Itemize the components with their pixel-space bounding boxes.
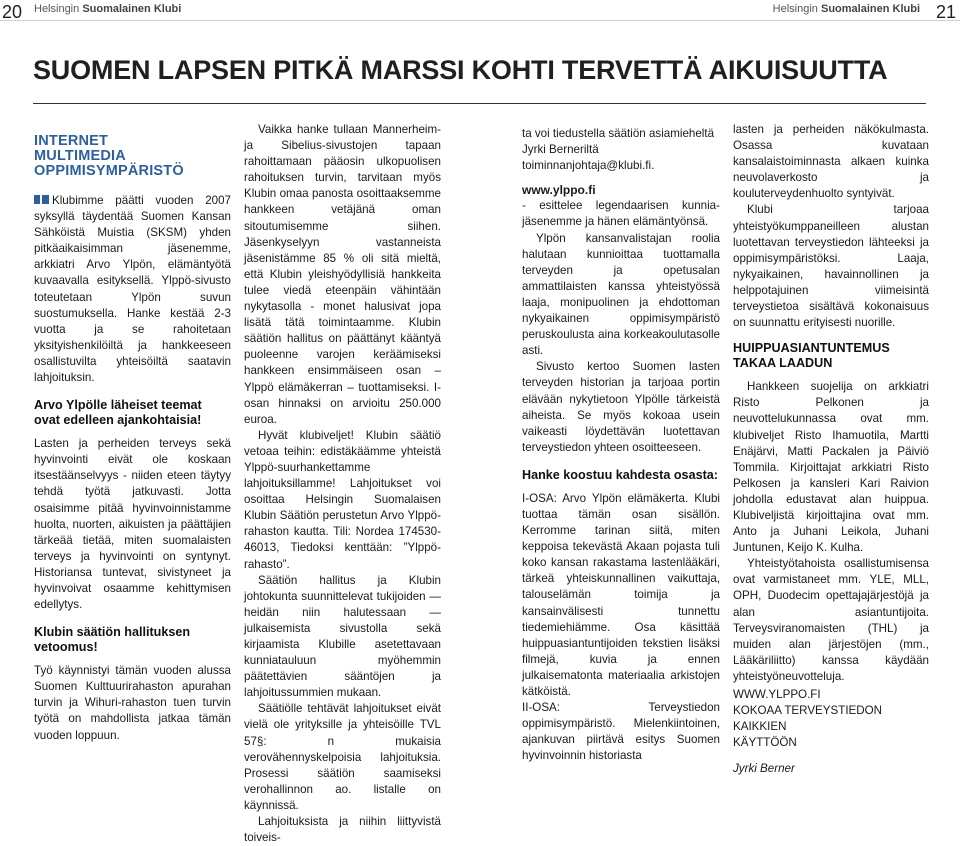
page-number-left: 20 <box>2 2 23 22</box>
paragraph: lasten ja perheiden näkökulmasta. Osassa kuvataan kansalaistoiminnasta alkaen kuinka neuvolaverkosto ja kouluterveydenhuolto syntyivät. <box>733 123 929 201</box>
column-1 <box>34 133 231 742</box>
paragraph: Yhteistyötahoista osallistumisensa ovat varmistaneet mm. YLE, MLL, OPH, Duodecim opettajajärjestöjä ja alan asiantuntijoita. Terveysviranomaisten (THL) ja muiden alan järjestöjen (mm., Lääkäriliitto) kanssa käydään yhteistyöneuvotteluja. <box>733 557 929 683</box>
running-header-right-bold: Suomalainen Klubi <box>820 3 920 15</box>
paragraph <box>34 193 231 386</box>
section-title-line: OPPIMISYMPÄRISTÖ <box>34 163 184 179</box>
subheading-line: TAKAA LAADUN <box>733 356 833 371</box>
paragraph: Vaikka hanke tullaan Mannerheim- ja Sibelius-sivustojen tapaan rahoittamaan pääosin ulkopuolisen rahoituksen turvin, tarvitaan myös Klubin omaa panosta osoittaaksemme hankkeen vetäjänä oman sitoutumisemme siihen. Jäsenkyselyyn vastanneista jäsenistämme 85 % oli sitä mieltä, että Klubin yleishyödyllisiä hankkeita tulee viedä eteenpäin vähintään nykytasolla - monet halusivat jopa lisätä tätä toimintaamme. Klubin säätiön hallitus on päättänyt kääntyä puoleenne varojen keräämiseksi hankkeen ensimmäiseen osan – Ylppö elämäkerran – tuottamiseksi. I-osan hinnaksi on arvioitu 250.000 euroa. <box>244 123 441 426</box>
column-2 <box>244 122 441 845</box>
paragraph: Hyvät klubiveljet! Klubin säätiö vetoaa teihin: edistäkäämme yhteistä Ylppö-suurhankettamme lahjoituksillamme! Lahjoitukset voi osoittaa Helsingin Suomalaisen Klubin Säätiön perustetun Arvo Ylppö-rahaston kautta. Tili: Nordea 174530-46013, Tiedoksi kenttään: ”Ylppö-rahasto”. <box>244 428 441 571</box>
running-header-right-light: Helsingin <box>772 3 821 15</box>
paragraph: Hankkeen suojelija on arkkiatri Risto Pelkonen ja neuvottelukunnassa ovat mm. klubiveljet Risto Ihamuotila, Martti Enäjärvi, Matti Packalen ja Päiviö Tommila. Kirjoittajat arkkiatri Risto Pelkosen ja kansleri Kari Raivion johdolla edustavat alan huippua. Klubiveljistä kirjoittajina ovat mm. Anto ja Juhani Leikola, Juhani Juntunen, Keijo K. Kulha. <box>733 380 929 555</box>
running-header-left-bold: Suomalainen Klubi <box>82 3 182 15</box>
subheading: Hanke koostuu kahdesta osasta: <box>522 467 718 482</box>
paragraph: Työ käynnistyi tämän vuoden alussa Suomen Kulttuurirahaston apurahan turvin ja Wihuri-rahaston tuen turvin työtä on mahdollista jatkaa tämän vuoden loppuun. <box>34 664 231 742</box>
section-title-line: INTERNET <box>34 133 109 149</box>
column-4 <box>733 122 929 776</box>
square-bullet-icon <box>34 195 49 204</box>
subheading-line: HUIPPUASIANTUNTEMUS <box>733 341 890 356</box>
column-3 <box>522 126 720 763</box>
paragraph-text: Klubimme päätti vuoden 2007 syksyllä täydentää Suomen Kansan Sähköistä Muistia (SKSM) yhden pitkäaikaisimman jäsenemme, arkkiatri Arvo Ylpön, elämäntyötä kuvaavalla esityksellä. Ylppö-sivusto toteutetaan Ylpön suvun suostumuksella. Hanke kestää 2-3 vuotta ja se rahoitetaan yksityishenkilöiltä ja hankkeeseen osallistuvilta yhteisöiltä saatavin lahjoituksin. <box>34 194 231 385</box>
paragraph: Sivusto kertoo Suomen lasten terveyden historian ja tarjoaa portin elävään nykytietoon Ylpölle tärkeistä aiheista. Se myös kokoaa usein vaikeasti löydettävän luotettavan terveystiedon yhteen osoitteeseen. <box>522 360 720 454</box>
website-link[interactable]: WWW.YLPPO.FI <box>733 688 821 701</box>
author-signature: Jyrki Berner <box>733 762 795 776</box>
subheading: Arvo Ylpölle läheiset teemat ovat edelleen ajankohtaisia! <box>34 398 202 428</box>
paragraph: ta voi tiedustella säätiön asiamieheltä Jyrki Berneriltä toiminnanjohtaja@klubi.fi. <box>522 127 715 173</box>
paragraph: I-OSA: Arvo Ylpön elämäkerta. Klubi tuottaa tämän osan sisällön. Kerromme tarinan siitä, miten keppoisa tekevästä Akaan pojasta tuli koko kansan rakastama lastenlääkäri, tärkeä yhteiskunnallinen vaikuttaja, talouselämän toimija ja kansainvälisesti tunnettu tiedemiehiämme. Osa käsittää huippuasiantuntijoiden tekstien lisäksi filmejä, kuvia ja ennen julkaisematonta materiaalia arkistojen kätköistä. <box>522 491 720 698</box>
running-header-right <box>773 3 920 15</box>
section-title-line: MULTIMEDIA <box>34 148 126 164</box>
org-tagline-line: KÄYTTÖÖN <box>733 736 797 750</box>
paragraph: Säätiölle tehtävät lahjoitukset eivät vielä ole yrityksille ja yhteisöille TVL 57§: n mukaisia verovähennyskelpoisia lahjoituksia. Prosessi säätiön saamiseksi verohallinnon ao. listalle on käynnissä. <box>244 702 441 812</box>
paragraph: Säätiön hallitus ja Klubin johtokunta suunnittelevat tukijoiden — heidän niin halutessaan — julkaisemista sivustolla sekä kirjaamista Klubille asetettavaan kunniatauluun myöhemmin päätettävien sääntöjen ja lahjoitussummien mukaan. <box>244 573 441 700</box>
subheading-quality <box>733 341 929 371</box>
website-link[interactable]: www.ylppo.fi <box>522 183 596 198</box>
page-number-right: 21 <box>935 2 956 22</box>
paragraph: Klubi tarjoaa yhteistyökumppaneilleen alustan luotettavan terveystiedon lähteeksi ja oppimisympäristöksi. Laaja, nykyaikainen, havainnollinen ja helppotajuinen viimeisintä terveystietoa sisältävä kokonaisuus on suunnattu erityisesti nuorille. <box>733 203 929 330</box>
headline-rule <box>33 103 926 104</box>
running-header-left-light: Helsingin <box>34 3 83 15</box>
running-header-left <box>34 3 181 15</box>
subheading: Klubin säätiön hallituksen vetoomus! <box>34 625 191 655</box>
paragraph: Ylpön kansanvalistajan roolia halutaan kunnioittaa tuottamalla terveyden ja opetusalan ammattilaisten kanssa yhteistyössä laaja, monipuolinen ja ehdottoman nykyaikainen oppimisympäristö peruskoulusta aina korkeakoulutasolle asti. <box>522 231 720 358</box>
paragraph: - esittelee legendaarisen kunnia-jäsenemme ja hänen elämäntyönsä. <box>522 199 720 229</box>
org-tagline-line: KOKOAA TERVEYSTIEDON KAIKKIEN <box>733 704 883 734</box>
header-divider <box>0 20 960 21</box>
paragraph: Lasten ja perheiden terveys sekä hyvinvointi eivät ole koskaan itsestäänselvyys - niiden eteen täytyy tehdä työtä jatkuvasti. Jotta osaisimme pitää hyvinvoinnistamme huolta, nuorten, aikuisten ja päättäjien tärkeää tietää, miten suomalaisten terveys ja hyvinvointi on syntynyt. Historiansa tuntevat, sivistyneet ja hyvinvoivat osaamme kehittymisen edellytys. <box>34 437 231 612</box>
section-title-internet <box>34 134 231 179</box>
paragraph: II-OSA: Terveystiedon oppimisympäristö. Mielenkiintoinen, ajankuvan piirtävä esitys Suomen hyvinvoinnin historiasta <box>522 701 720 763</box>
article-headline: SUOMEN LAPSEN PITKÄ MARSSI KOHTI TERVETTÄ AIKUISUUTTA <box>33 55 888 85</box>
paragraph: Lahjoituksista ja niihin liittyvistä toiveis- <box>244 815 441 845</box>
